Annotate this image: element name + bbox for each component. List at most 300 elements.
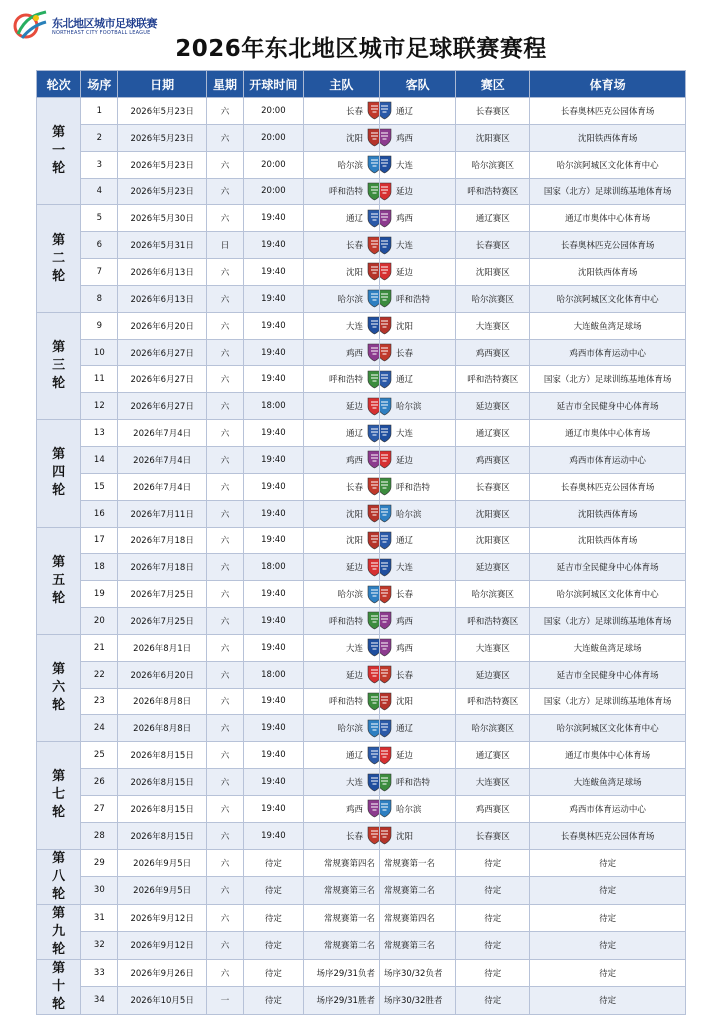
round-label: 第 六 轮: [37, 634, 81, 741]
away-team-crest-icon: [379, 209, 392, 228]
home-team-crest-icon: [367, 826, 380, 845]
match-number: 22: [81, 661, 118, 688]
home-team-cell: [303, 98, 379, 125]
away-team: 延边: [395, 267, 413, 278]
away-team-cell: [379, 151, 455, 178]
match-zone: 长春赛区: [456, 473, 530, 500]
match-row: [37, 151, 686, 178]
match-date: 2026年9月12日: [118, 904, 207, 932]
home-team: 长春: [345, 482, 363, 493]
match-number: 23: [81, 688, 118, 715]
match-zone: 呼和浩特赛区: [456, 608, 530, 635]
away-team-crest-icon: [379, 343, 392, 362]
match-zone: 哈尔滨赛区: [456, 285, 530, 312]
kickoff-time: 19:40: [244, 232, 304, 259]
match-venue: 国家（北方）足球训练基地体育场: [530, 608, 686, 635]
home-team: 通辽: [345, 214, 363, 225]
home-team: 呼和浩特: [328, 616, 363, 627]
home-team-cell: [303, 446, 379, 473]
away-team-crest-icon: [379, 424, 392, 443]
home-team: 常规赛第四名: [303, 849, 379, 877]
home-team-cell: [303, 285, 379, 312]
home-team-crest-icon: [367, 746, 380, 765]
away-team: 沈阳: [395, 831, 413, 842]
away-team: 呼和浩特: [395, 294, 430, 305]
kickoff-time: 19:40: [244, 581, 304, 608]
match-row: [37, 987, 686, 1015]
match-row: [37, 205, 686, 232]
home-team-cell: [303, 232, 379, 259]
match-weekday: 六: [206, 715, 243, 742]
home-team: 场序29/31负者: [303, 959, 379, 987]
round-label: 第 十 轮: [37, 959, 81, 1014]
match-date: 2026年10月5日: [118, 987, 207, 1015]
away-team: 常规赛第三名: [379, 932, 455, 960]
home-team-cell: [303, 259, 379, 286]
match-venue: 大连鲅鱼湾足球场: [530, 634, 686, 661]
match-date: 2026年7月18日: [118, 527, 207, 554]
match-row: [37, 312, 686, 339]
match-date: 2026年6月20日: [118, 661, 207, 688]
match-weekday: 六: [206, 527, 243, 554]
header-row: [37, 71, 686, 98]
kickoff-time: 20:00: [244, 98, 304, 125]
match-number: 33: [81, 959, 118, 987]
match-date: 2026年5月23日: [118, 178, 207, 205]
match-venue: 大连鲅鱼湾足球场: [530, 312, 686, 339]
match-row: [37, 500, 686, 527]
home-team: 哈尔滨: [337, 294, 363, 305]
home-team: 长春: [345, 831, 363, 842]
home-team-cell: [303, 339, 379, 366]
match-row: [37, 366, 686, 393]
header-away: 客队: [379, 71, 455, 98]
home-team: 鸡西: [345, 348, 363, 359]
match-zone: 沈阳赛区: [456, 500, 530, 527]
away-team-crest-icon: [379, 799, 392, 818]
kickoff-time: 20:00: [244, 178, 304, 205]
home-team-crest-icon: [367, 128, 380, 147]
match-venue: 待定: [530, 904, 686, 932]
match-date: 2026年5月23日: [118, 151, 207, 178]
match-zone: 待定: [456, 932, 530, 960]
away-team: 延边: [395, 455, 413, 466]
home-team-cell: [303, 822, 379, 849]
match-zone: 待定: [456, 849, 530, 877]
round-label: 第 九 轮: [37, 904, 81, 959]
header-match-no: 场序: [81, 71, 118, 98]
away-team-cell: [379, 554, 455, 581]
round-label: 第 五 轮: [37, 527, 81, 634]
match-date: 2026年6月13日: [118, 259, 207, 286]
match-venue: 通辽市奥体中心体育场: [530, 205, 686, 232]
home-team-cell: [303, 795, 379, 822]
away-team-crest-icon: [379, 692, 392, 711]
home-team-cell: [303, 742, 379, 769]
home-team: 常规赛第一名: [303, 904, 379, 932]
home-team: 大连: [345, 778, 363, 789]
match-zone: 哈尔滨赛区: [456, 715, 530, 742]
match-zone: 通辽赛区: [456, 742, 530, 769]
league-name: 东北地区城市足球联赛: [52, 17, 157, 30]
match-number: 7: [81, 259, 118, 286]
match-weekday: 六: [206, 98, 243, 125]
home-team-cell: [303, 661, 379, 688]
match-zone: 鸡西赛区: [456, 446, 530, 473]
match-number: 8: [81, 285, 118, 312]
home-team-cell: [303, 205, 379, 232]
home-team: 鸡西: [345, 804, 363, 815]
away-team-crest-icon: [379, 611, 392, 630]
away-team: 哈尔滨: [395, 402, 422, 413]
away-team-cell: [379, 393, 455, 420]
away-team-crest-icon: [379, 182, 392, 201]
away-team: 大连: [395, 160, 413, 171]
match-venue: 鸡西市体育运动中心: [530, 339, 686, 366]
away-team: 鸡西: [395, 643, 413, 654]
match-zone: 延边赛区: [456, 554, 530, 581]
away-team-crest-icon: [379, 585, 392, 604]
home-team-crest-icon: [367, 101, 380, 120]
match-number: 27: [81, 795, 118, 822]
match-number: 5: [81, 205, 118, 232]
match-date: 2026年6月13日: [118, 285, 207, 312]
away-team: 呼和浩特: [395, 778, 430, 789]
match-weekday: 六: [206, 205, 243, 232]
match-number: 21: [81, 634, 118, 661]
match-row: [37, 959, 686, 987]
away-team: 大连: [395, 241, 413, 252]
match-row: [37, 608, 686, 635]
match-venue: 沈阳铁西体育场: [530, 124, 686, 151]
match-zone: 哈尔滨赛区: [456, 151, 530, 178]
match-number: 2: [81, 124, 118, 151]
away-team-crest-icon: [379, 289, 392, 308]
kickoff-time: 19:40: [244, 500, 304, 527]
match-venue: 长春奥林匹克公园体育场: [530, 473, 686, 500]
away-team: 大连: [395, 563, 413, 574]
away-team: 长春: [395, 670, 413, 681]
home-team-crest-icon: [367, 531, 380, 550]
home-team: 场序29/31胜者: [303, 987, 379, 1015]
kickoff-time: 待定: [244, 959, 304, 987]
home-team: 沈阳: [345, 267, 363, 278]
away-team-cell: [379, 420, 455, 447]
home-team: 常规赛第二名: [303, 932, 379, 960]
home-team: 通辽: [345, 429, 363, 440]
header-weekday: 星期: [206, 71, 243, 98]
match-weekday: 六: [206, 259, 243, 286]
match-venue: 待定: [530, 932, 686, 960]
match-venue: 长春奥林匹克公园体育场: [530, 98, 686, 125]
away-team-crest-icon: [379, 746, 392, 765]
match-zone: 待定: [456, 959, 530, 987]
round-label: 第 一 轮: [37, 98, 81, 205]
kickoff-time: 19:40: [244, 446, 304, 473]
match-weekday: 六: [206, 822, 243, 849]
match-weekday: 六: [206, 366, 243, 393]
away-team-cell: [379, 527, 455, 554]
match-weekday: 六: [206, 285, 243, 312]
home-team-crest-icon: [367, 182, 380, 201]
away-team: 延边: [395, 751, 413, 762]
match-row: [37, 795, 686, 822]
home-team-cell: [303, 527, 379, 554]
away-team: 哈尔滨: [395, 804, 422, 815]
round-label: 第 八 轮: [37, 849, 81, 904]
away-team: 通辽: [395, 106, 413, 117]
kickoff-time: 待定: [244, 877, 304, 905]
match-zone: 待定: [456, 877, 530, 905]
home-team-crest-icon: [367, 209, 380, 228]
away-team: 延边: [395, 187, 413, 198]
match-number: 9: [81, 312, 118, 339]
home-team-crest-icon: [367, 397, 380, 416]
away-team-cell: [379, 124, 455, 151]
away-team-crest-icon: [379, 128, 392, 147]
match-venue: 沈阳铁西体育场: [530, 527, 686, 554]
away-team-cell: [379, 608, 455, 635]
match-number: 14: [81, 446, 118, 473]
away-team-cell: [379, 205, 455, 232]
kickoff-time: 19:40: [244, 473, 304, 500]
match-row: [37, 527, 686, 554]
away-team-cell: [379, 822, 455, 849]
away-team-cell: [379, 661, 455, 688]
home-team-cell: [303, 634, 379, 661]
match-row: [37, 554, 686, 581]
match-number: 15: [81, 473, 118, 500]
match-number: 16: [81, 500, 118, 527]
match-date: 2026年8月8日: [118, 688, 207, 715]
match-weekday: 六: [206, 420, 243, 447]
header-round: 轮次: [37, 71, 81, 98]
league-name-en: NORTHEAST CITY FOOTBALL LEAGUE: [52, 30, 151, 36]
match-weekday: 六: [206, 795, 243, 822]
match-weekday: 六: [206, 473, 243, 500]
match-weekday: 六: [206, 608, 243, 635]
kickoff-time: 19:40: [244, 634, 304, 661]
kickoff-time: 19:40: [244, 366, 304, 393]
home-team-cell: [303, 366, 379, 393]
match-venue: 通辽市奥体中心体育场: [530, 420, 686, 447]
home-team-cell: [303, 420, 379, 447]
match-weekday: 六: [206, 124, 243, 151]
home-team-crest-icon: [367, 262, 380, 281]
home-team-crest-icon: [367, 558, 380, 577]
match-zone: 通辽赛区: [456, 420, 530, 447]
match-venue: 通辽市奥体中心体育场: [530, 742, 686, 769]
home-team: 哈尔滨: [337, 160, 363, 171]
away-team-crest-icon: [379, 477, 392, 496]
away-team-crest-icon: [379, 262, 392, 281]
match-venue: 长春奥林匹克公园体育场: [530, 822, 686, 849]
home-team-crest-icon: [367, 477, 380, 496]
match-venue: 国家（北方）足球训练基地体育场: [530, 688, 686, 715]
home-team-cell: [303, 312, 379, 339]
match-zone: 延边赛区: [456, 661, 530, 688]
away-team: 场序30/32胜者: [379, 987, 455, 1015]
home-team-crest-icon: [367, 611, 380, 630]
match-weekday: 六: [206, 312, 243, 339]
round-label: 第 三 轮: [37, 312, 81, 419]
match-date: 2026年5月30日: [118, 205, 207, 232]
kickoff-time: 19:40: [244, 285, 304, 312]
kickoff-time: 18:00: [244, 661, 304, 688]
away-team: 鸡西: [395, 214, 413, 225]
home-team-cell: [303, 473, 379, 500]
home-team-crest-icon: [367, 504, 380, 523]
header-date: 日期: [118, 71, 207, 98]
match-number: 29: [81, 849, 118, 877]
home-team: 大连: [345, 643, 363, 654]
away-team-crest-icon: [379, 531, 392, 550]
match-venue: 延吉市全民健身中心体育场: [530, 661, 686, 688]
away-team: 长春: [395, 590, 413, 601]
away-team-cell: [379, 232, 455, 259]
away-team-cell: [379, 285, 455, 312]
match-weekday: 六: [206, 554, 243, 581]
match-venue: 待定: [530, 959, 686, 987]
away-team-cell: [379, 98, 455, 125]
header-home: 主队: [303, 71, 379, 98]
match-row: [37, 124, 686, 151]
match-weekday: 六: [206, 877, 243, 905]
away-team-cell: [379, 339, 455, 366]
match-row: [37, 932, 686, 960]
match-weekday: 六: [206, 634, 243, 661]
match-row: [37, 581, 686, 608]
away-team-crest-icon: [379, 504, 392, 523]
match-number: 31: [81, 904, 118, 932]
away-team: 沈阳: [395, 321, 413, 332]
page-title: 2026年东北地区城市足球联赛赛程: [175, 36, 547, 62]
round-label: 第 四 轮: [37, 420, 81, 527]
match-date: 2026年7月25日: [118, 608, 207, 635]
match-weekday: 六: [206, 932, 243, 960]
home-team-cell: [303, 151, 379, 178]
schedule-body: [37, 98, 686, 1015]
match-weekday: 六: [206, 959, 243, 987]
away-team-crest-icon: [379, 370, 392, 389]
away-team-cell: [379, 688, 455, 715]
match-zone: 大连赛区: [456, 312, 530, 339]
kickoff-time: 待定: [244, 932, 304, 960]
away-team-cell: [379, 473, 455, 500]
home-team-cell: [303, 554, 379, 581]
match-number: 13: [81, 420, 118, 447]
away-team: 常规赛第一名: [379, 849, 455, 877]
match-date: 2026年6月27日: [118, 339, 207, 366]
away-team-crest-icon: [379, 316, 392, 335]
home-team: 长春: [345, 106, 363, 117]
match-date: 2026年7月18日: [118, 554, 207, 581]
home-team: 沈阳: [345, 536, 363, 547]
home-team: 哈尔滨: [337, 590, 363, 601]
home-team: 呼和浩特: [328, 187, 363, 198]
match-weekday: 六: [206, 339, 243, 366]
match-row: [37, 769, 686, 796]
home-team-cell: [303, 769, 379, 796]
match-weekday: 六: [206, 661, 243, 688]
kickoff-time: 19:40: [244, 822, 304, 849]
match-number: 12: [81, 393, 118, 420]
away-team-cell: [379, 715, 455, 742]
away-team: 沈阳: [395, 697, 413, 708]
home-team-crest-icon: [367, 799, 380, 818]
away-team: 哈尔滨: [395, 509, 422, 520]
match-date: 2026年5月23日: [118, 124, 207, 151]
away-team: 大连: [395, 429, 413, 440]
away-team-crest-icon: [379, 236, 392, 255]
away-team-crest-icon: [379, 558, 392, 577]
match-number: 20: [81, 608, 118, 635]
away-team-crest-icon: [379, 397, 392, 416]
kickoff-time: 19:40: [244, 742, 304, 769]
match-zone: 沈阳赛区: [456, 259, 530, 286]
match-venue: 长春奥林匹克公园体育场: [530, 232, 686, 259]
match-zone: 沈阳赛区: [456, 124, 530, 151]
away-team-cell: [379, 795, 455, 822]
match-weekday: 六: [206, 151, 243, 178]
match-row: [37, 904, 686, 932]
match-date: 2026年7月4日: [118, 473, 207, 500]
match-zone: 呼和浩特赛区: [456, 178, 530, 205]
match-weekday: 六: [206, 904, 243, 932]
home-team-crest-icon: [367, 289, 380, 308]
match-date: 2026年7月4日: [118, 446, 207, 473]
away-team: 通辽: [395, 375, 413, 386]
match-date: 2026年7月25日: [118, 581, 207, 608]
match-venue: 鸡西市体育运动中心: [530, 446, 686, 473]
match-venue: 国家（北方）足球训练基地体育场: [530, 366, 686, 393]
home-team: 大连: [345, 321, 363, 332]
header-zone: 赛区: [456, 71, 530, 98]
match-number: 6: [81, 232, 118, 259]
match-date: 2026年5月31日: [118, 232, 207, 259]
away-team: 通辽: [395, 536, 413, 547]
match-venue: 哈尔滨阿城区文化体育中心: [530, 581, 686, 608]
home-team-crest-icon: [367, 450, 380, 469]
match-date: 2026年8月1日: [118, 634, 207, 661]
match-row: [37, 688, 686, 715]
home-team: 延边: [345, 670, 363, 681]
home-team: 延边: [345, 402, 363, 413]
match-zone: 长春赛区: [456, 232, 530, 259]
match-row: [37, 285, 686, 312]
home-team: 哈尔滨: [337, 724, 363, 735]
match-row: [37, 822, 686, 849]
home-team: 沈阳: [345, 509, 363, 520]
home-team-cell: [303, 393, 379, 420]
away-team: 常规赛第四名: [379, 904, 455, 932]
away-team: 呼和浩特: [395, 482, 430, 493]
match-zone: 呼和浩特赛区: [456, 366, 530, 393]
match-zone: 呼和浩特赛区: [456, 688, 530, 715]
away-team-crest-icon: [379, 450, 392, 469]
home-team-crest-icon: [367, 424, 380, 443]
match-row: [37, 473, 686, 500]
match-zone: 沈阳赛区: [456, 527, 530, 554]
match-venue: 延吉市全民健身中心体育场: [530, 393, 686, 420]
match-zone: 延边赛区: [456, 393, 530, 420]
home-team-crest-icon: [367, 665, 380, 684]
home-team-crest-icon: [367, 692, 380, 711]
away-team-crest-icon: [379, 155, 392, 174]
home-team: 沈阳: [345, 133, 363, 144]
match-number: 25: [81, 742, 118, 769]
match-number: 18: [81, 554, 118, 581]
